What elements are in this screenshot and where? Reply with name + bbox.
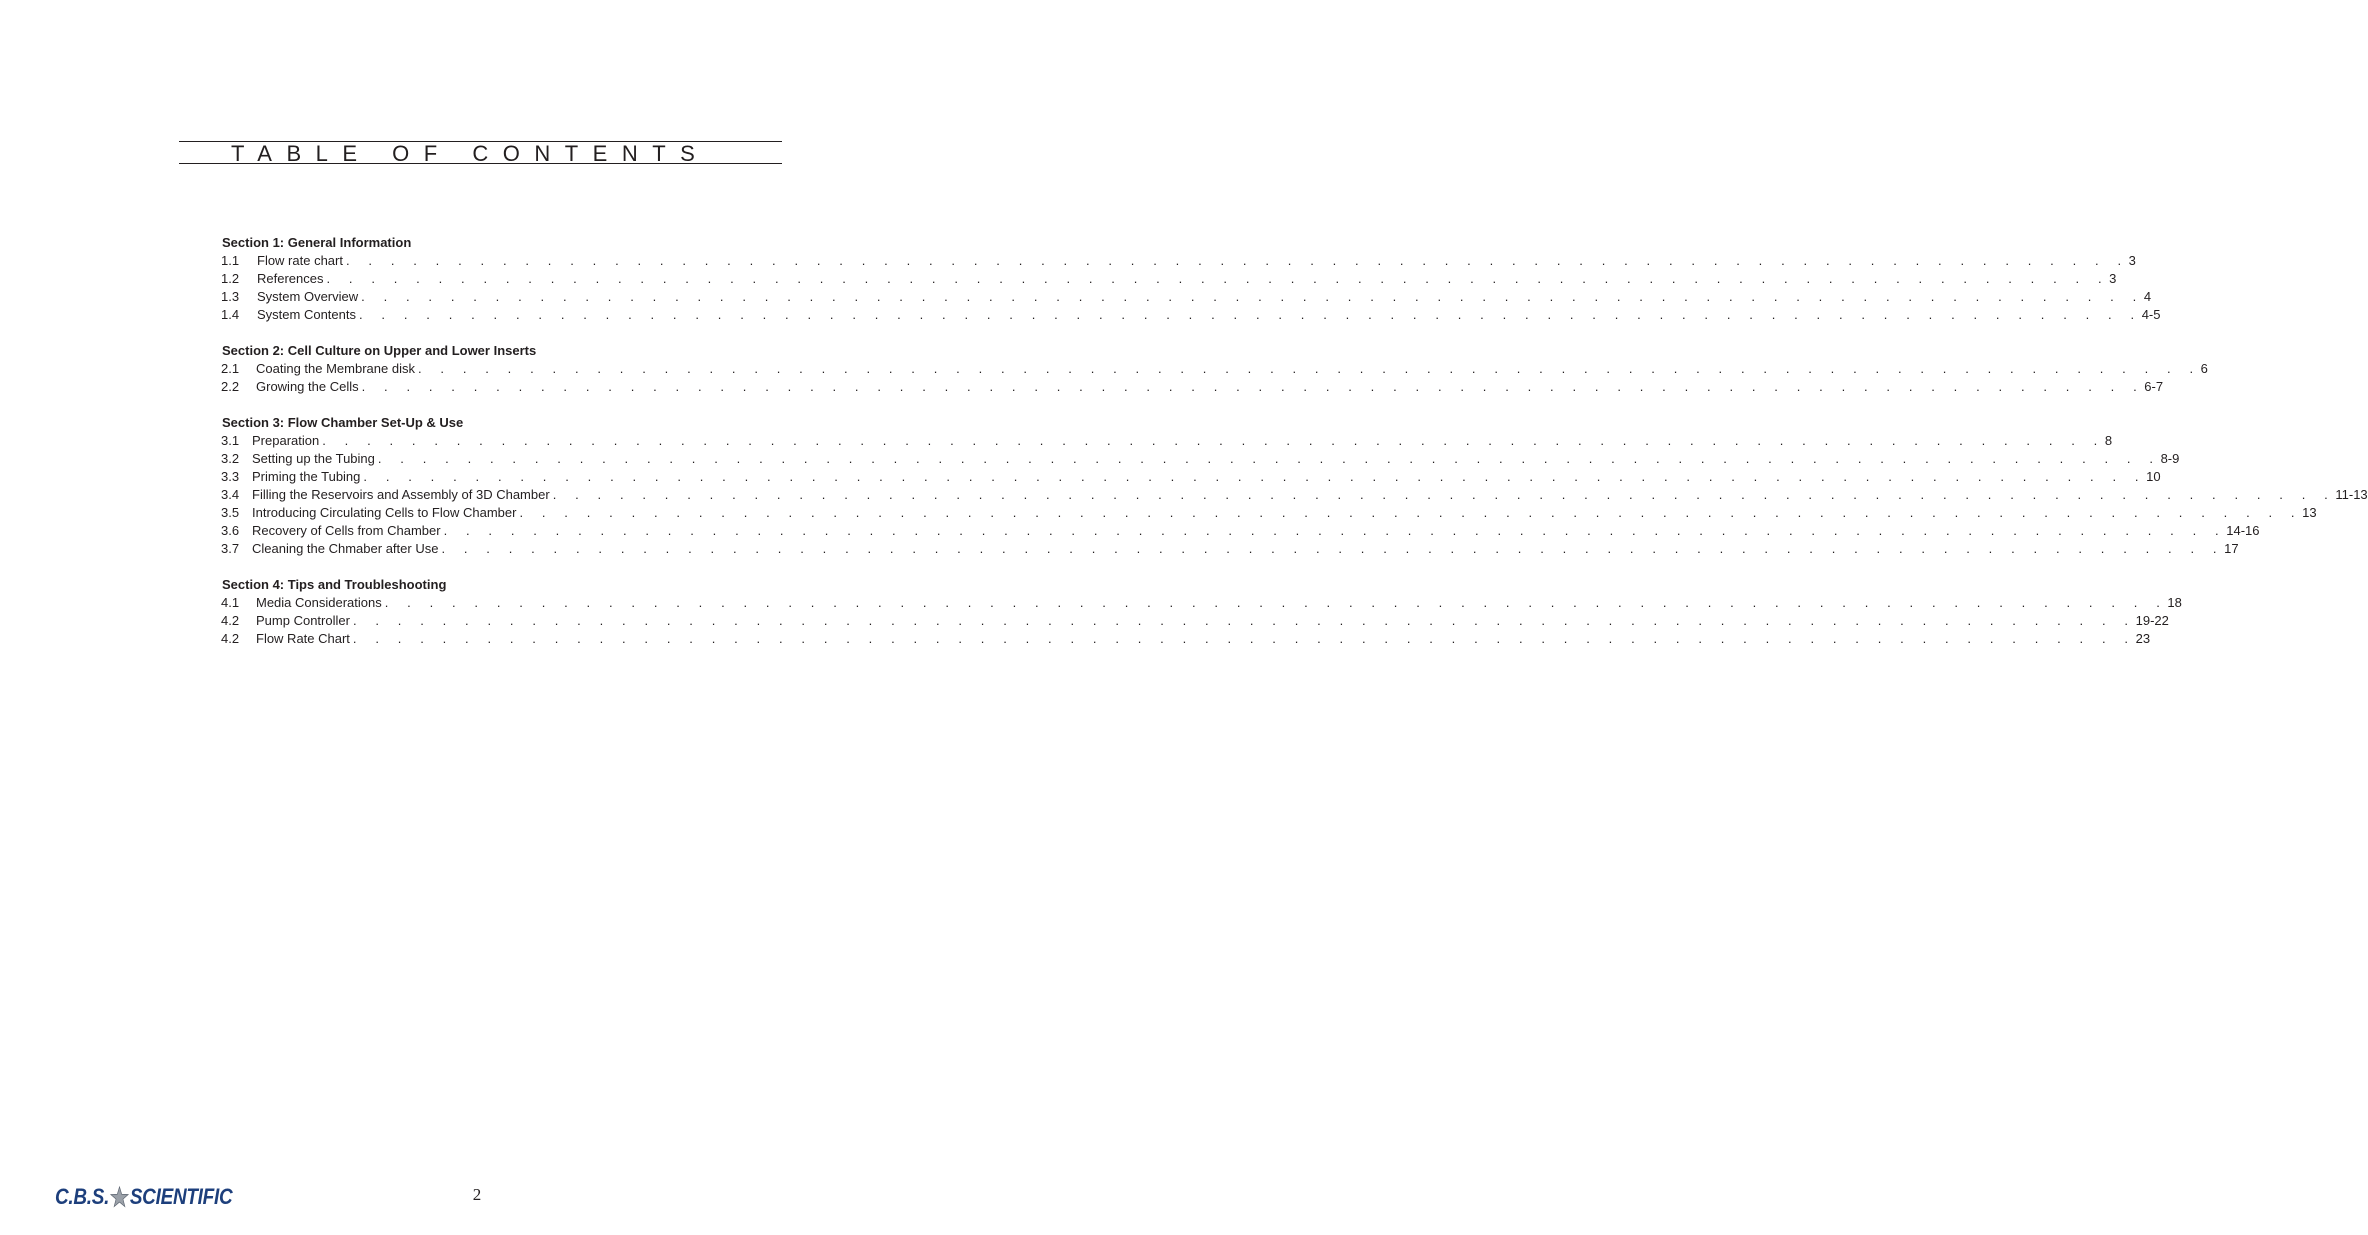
toc-entry[interactable] [221, 468, 2161, 486]
entry-title: Cleaning the Chmaber after Use [252, 541, 439, 556]
entry-page: 23 [2135, 631, 2151, 646]
entry-title: System Overview [257, 289, 359, 304]
entry-page: 8 [2104, 433, 2113, 448]
entry-page: 14-16 [2226, 523, 2260, 538]
entry-title: Introducing Circulating Cells to Flow Chamber [252, 505, 517, 520]
dot-leader: . . . . . . . . . . . . . . . . . . . . . . . . . . . . . . . . . . . . . . . . . . . . . . . . . . . . . . . . . . . . . . . . . . . . . . . . . . . . . . . . [441, 541, 2225, 556]
entry-page: 4-5 [2141, 307, 2161, 322]
entry-title: Preparation [252, 433, 320, 448]
entry-number: 1.1 [221, 253, 240, 268]
dot-leader: . . . . . . . . . . . . . . . . . . . . . . . . . . . . . . . . . . . . . . . . . . . . . . . . . . . . . . . . . . . . . . . . . . . . . . . . . . . . . . . . [352, 631, 2136, 646]
entry-page: 17 [2224, 541, 2239, 556]
entry-title: Priming the Tubing [252, 469, 361, 484]
toc-entry[interactable] [221, 630, 2151, 648]
dot-leader: . . . . . . . . . . . . . . . . . . . . . . . . . . . . . . . . . . . . . . . . . . . . . . . . . . . . . . . . . . . . . . . . . . . . . . . . . . . . . . . . [361, 379, 2145, 394]
entry-title: Setting up the Tubing [252, 451, 375, 466]
dot-leader: . . . . . . . . . . . . . . . . . . . . . . . . . . . . . . . . . . . . . . . . . . . . . . . . . . . . . . . . . . . . . . . . . . . . . . . . . . . . . . . . [359, 307, 2142, 322]
entry-number: 3.1 [221, 433, 240, 448]
entry-title: System Contents [257, 307, 356, 322]
dot-leader: . . . . . . . . . . . . . . . . . . . . . . . . . . . . . . . . . . . . . . . . . . . . . . . . . . . . . . . . . . . . . . . . . . . . . . . . . . . . . . . . [417, 361, 2201, 376]
section-heading: Section 1: General Information [222, 235, 412, 250]
logo-text-left: C.B.S. [55, 1184, 110, 1209]
dot-leader: . . . . . . . . . . . . . . . . . . . . . . . . . . . . . . . . . . . . . . . . . . . . . . . . . . . . . . . . . . . . . . . . . . . . . . . . . . . . . . . . [322, 433, 2105, 448]
toc-entry[interactable] [221, 360, 2208, 378]
dot-leader: . . . . . . . . . . . . . . . . . . . . . . . . . . . . . . . . . . . . . . . . . . . . . . . . . . . . . . . . . . . . . . . . . . . . . . . . . . . . . . . . [552, 487, 2336, 502]
entry-number: 4.1 [221, 595, 240, 610]
toc-entry[interactable] [221, 252, 2136, 270]
toc-section [221, 234, 2161, 324]
entry-page: 11-13 [2335, 487, 2368, 502]
toc-entry[interactable] [221, 270, 2117, 288]
entry-page: 6-7 [2144, 379, 2164, 394]
dot-leader: . . . . . . . . . . . . . . . . . . . . . . . . . . . . . . . . . . . . . . . . . . . . . . . . . . . . . . . . . . . . . . . . . . . . . . . . . . . . . . . . [326, 271, 2110, 286]
section-heading: Section 2: Cell Culture on Upper and Lower Inserts [222, 343, 537, 358]
entry-number: 1.4 [221, 307, 240, 322]
toc-entry[interactable] [221, 378, 2164, 396]
dot-leader: . . . . . . . . . . . . . . . . . . . . . . . . . . . . . . . . . . . . . . . . . . . . . . . . . . . . . . . . . . . . . . . . . . . . . . . . . . . . . . . . [352, 613, 2136, 628]
section-heading: Section 3: Flow Chamber Set-Up & Use [222, 415, 464, 430]
logo-text-right: SCIENTIFIC [129, 1184, 233, 1209]
toc-entry[interactable] [221, 306, 2161, 324]
entry-page: 13 [2302, 505, 2317, 520]
entry-page: 6 [2200, 361, 2208, 376]
entry-page: 10 [2146, 469, 2161, 484]
entry-title: Flow rate chart [257, 253, 343, 268]
page-title: TABLE OF CONTENTS [231, 141, 710, 166]
entry-title: Pump Controller [256, 613, 350, 628]
entry-page: 18 [2167, 595, 2182, 610]
entry-number: 1.2 [221, 271, 240, 286]
table-of-contents [221, 234, 2368, 666]
toc-entry[interactable] [221, 450, 2180, 468]
entry-title: Media Considerations [256, 595, 382, 610]
entry-number: 1.3 [221, 289, 240, 304]
entry-title: Growing the Cells [256, 379, 359, 394]
toc-entry[interactable] [221, 486, 2368, 504]
page-number: 2 [472, 1185, 482, 1204]
dot-leader: . . . . . . . . . . . . . . . . . . . . . . . . . . . . . . . . . . . . . . . . . . . . . . . . . . . . . . . . . . . . . . . . . . . . . . . . . . . . . . . . [363, 469, 2147, 484]
entry-number: 3.2 [221, 451, 240, 466]
entry-number: 4.2 [221, 631, 240, 646]
dot-leader: . . . . . . . . . . . . . . . . . . . . . . . . . . . . . . . . . . . . . . . . . . . . . . . . . . . . . . . . . . . . . . . . . . . . . . . . . . . . . . . . [361, 289, 2144, 304]
entry-number: 3.3 [221, 469, 240, 484]
entry-title: Recovery of Cells from Chamber [252, 523, 441, 538]
section-heading: Section 4: Tips and Troubleshooting [222, 577, 447, 592]
dot-leader: . . . . . . . . . . . . . . . . . . . . . . . . . . . . . . . . . . . . . . . . . . . . . . . . . . . . . . . . . . . . . . . . . . . . . . . . . . . . . . . . [519, 505, 2303, 520]
dot-leader: . . . . . . . . . . . . . . . . . . . . . . . . . . . . . . . . . . . . . . . . . . . . . . . . . . . . . . . . . . . . . . . . . . . . . . . . . . . . . . . . [443, 523, 2227, 538]
toc-entry[interactable] [221, 288, 2152, 306]
toc-entry[interactable] [221, 522, 2260, 540]
entry-title: References [257, 271, 324, 286]
dot-leader: . . . . . . . . . . . . . . . . . . . . . . . . . . . . . . . . . . . . . . . . . . . . . . . . . . . . . . . . . . . . . . . . . . . . . . . . . . . . . . . . [384, 595, 2168, 610]
toc-entry[interactable] [221, 504, 2317, 522]
entry-page: 3 [2128, 253, 2136, 268]
dot-leader: . . . . . . . . . . . . . . . . . . . . . . . . . . . . . . . . . . . . . . . . . . . . . . . . . . . . . . . . . . . . . . . . . . . . . . . . . . . . . . . . [377, 451, 2161, 466]
entry-title: Flow Rate Chart [256, 631, 350, 646]
toc-section [221, 414, 2368, 558]
entry-number: 3.7 [221, 541, 240, 556]
toc-entry[interactable] [221, 612, 2169, 630]
entry-number: 3.4 [221, 487, 240, 502]
toc-section [221, 342, 2208, 396]
entry-page: 4 [2143, 289, 2152, 304]
toc-entry[interactable] [221, 540, 2239, 558]
toc-title-bar [179, 141, 782, 164]
entry-page: 3 [2109, 271, 2117, 286]
dot-leader: . . . . . . . . . . . . . . . . . . . . . . . . . . . . . . . . . . . . . . . . . . . . . . . . . . . . . . . . . . . . . . . . . . . . . . . . . . . . . . . . [345, 253, 2129, 268]
toc-entry[interactable] [221, 432, 2113, 450]
toc-section [221, 576, 2182, 648]
entry-number: 2.2 [221, 379, 240, 394]
entry-title: Coating the Membrane disk [256, 361, 415, 376]
entry-number: 3.6 [221, 523, 240, 538]
entry-number: 2.1 [221, 361, 240, 376]
entry-number: 4.2 [221, 613, 240, 628]
toc-entry[interactable] [221, 594, 2182, 612]
entry-page: 19-22 [2135, 613, 2169, 628]
entry-number: 3.5 [221, 505, 240, 520]
entry-page: 8-9 [2160, 451, 2180, 466]
entry-title: Filling the Reservoirs and Assembly of 3D Chamber [252, 487, 550, 502]
